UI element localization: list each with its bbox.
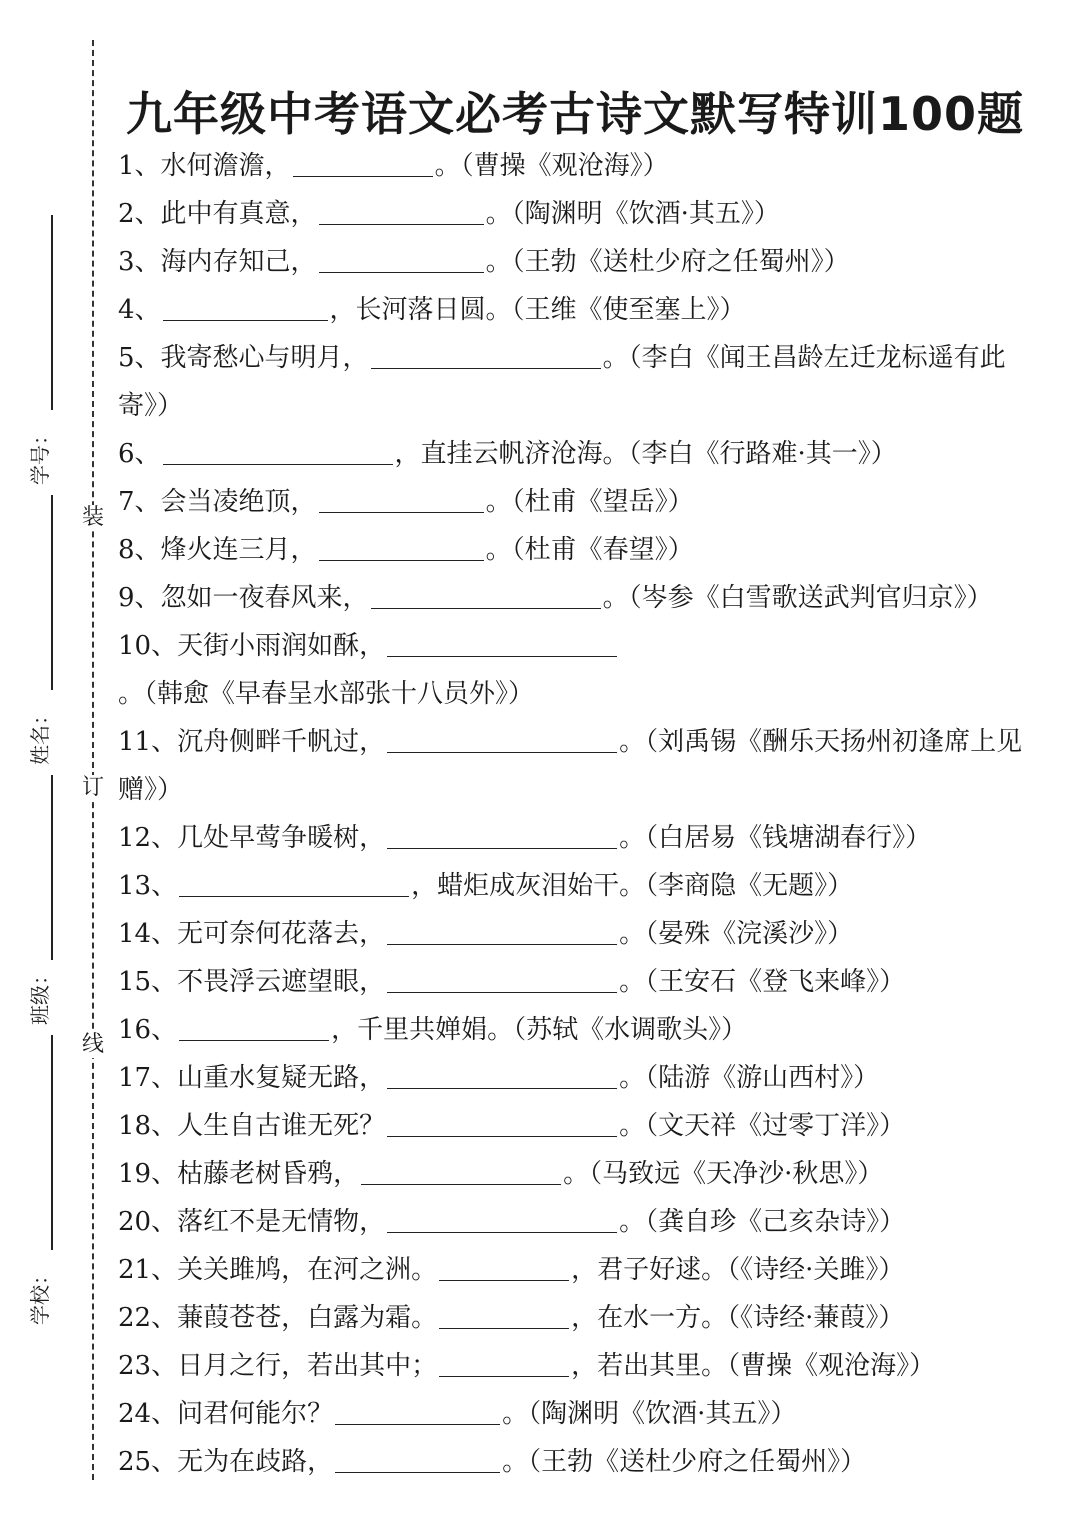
question-prompt: 此中有真意， bbox=[160, 199, 317, 229]
question-item bbox=[118, 1246, 1028, 1294]
question-source: 。（白居易《钱塘湖春行》） bbox=[619, 823, 932, 853]
answer-blank[interactable] bbox=[439, 1298, 569, 1329]
question-number: 18、 bbox=[118, 1111, 178, 1141]
question-source: 。（杜甫《望岳》） bbox=[485, 487, 694, 517]
question-prompt: 不畏浮云遮望眼， bbox=[177, 967, 386, 997]
answer-blank[interactable] bbox=[387, 722, 617, 753]
question-number: 17、 bbox=[118, 1063, 178, 1093]
answer-blank[interactable] bbox=[179, 1010, 329, 1041]
binding-char-xian: 线 bbox=[81, 1032, 104, 1057]
answer-blank[interactable] bbox=[319, 482, 484, 513]
question-item bbox=[118, 814, 1028, 862]
page-title: 九年级中考语文必考古诗文默写特训100题 bbox=[125, 87, 1025, 141]
question-item bbox=[118, 1438, 1028, 1486]
answer-blank[interactable] bbox=[371, 578, 601, 609]
answer-blank[interactable] bbox=[387, 962, 617, 993]
question-prompt: 几处早莺争暖树， bbox=[177, 823, 386, 853]
school-label: 学校： bbox=[28, 1265, 52, 1325]
answer-blank[interactable] bbox=[163, 290, 328, 321]
question-prompt: 日月之行，若出其中； bbox=[177, 1351, 438, 1381]
student-id-label: 学号： bbox=[28, 425, 52, 485]
question-source: ，长河落日圆。（王维《使至塞上》） bbox=[329, 295, 746, 325]
question-item bbox=[118, 238, 1028, 286]
question-prompt: 忽如一夜春风来， bbox=[160, 583, 369, 613]
question-number: 3、 bbox=[118, 247, 161, 277]
question-item bbox=[118, 190, 1028, 238]
answer-blank[interactable] bbox=[319, 242, 484, 273]
question-prompt: 我寄愁心与明月， bbox=[160, 343, 369, 373]
answer-blank[interactable] bbox=[387, 1202, 617, 1233]
binding-dashed-line bbox=[92, 40, 94, 1480]
question-number: 10、 bbox=[118, 631, 178, 661]
question-number: 1、 bbox=[118, 151, 161, 181]
question-item bbox=[118, 1150, 1028, 1198]
class-label: 班级： bbox=[28, 965, 52, 1025]
question-number: 15、 bbox=[118, 967, 178, 997]
question-source: ，蜡炬成灰泪始干。（李商隐《无题》） bbox=[411, 871, 854, 901]
question-number: 2、 bbox=[118, 199, 161, 229]
question-item bbox=[118, 958, 1028, 1006]
question-source: 。（曹操《观沧海》） bbox=[434, 151, 669, 181]
question-number: 9、 bbox=[118, 583, 161, 613]
question-source: 。（韩愈《早春呈水部张十八员外》） bbox=[118, 679, 535, 709]
question-prompt: 山重水复疑无路， bbox=[177, 1063, 386, 1093]
question-prompt: 无为在歧路， bbox=[177, 1447, 334, 1477]
question-number: 16、 bbox=[118, 1015, 178, 1045]
question-number: 12、 bbox=[118, 823, 178, 853]
answer-blank[interactable] bbox=[387, 1106, 617, 1137]
question-prompt: 枯藤老树昏鸦， bbox=[177, 1159, 360, 1189]
answer-blank[interactable] bbox=[319, 194, 484, 225]
question-item bbox=[118, 1054, 1028, 1102]
question-source: 。（杜甫《春望》） bbox=[485, 535, 694, 565]
question-number: 19、 bbox=[118, 1159, 178, 1189]
question-source: 。（王安石《登飞来峰》） bbox=[619, 967, 906, 997]
question-number: 8、 bbox=[118, 535, 161, 565]
answer-blank[interactable] bbox=[335, 1442, 500, 1473]
question-number: 6、 bbox=[118, 439, 161, 469]
question-item bbox=[118, 862, 1028, 910]
question-source: 。（文天祥《过零丁洋》） bbox=[619, 1111, 906, 1141]
answer-blank[interactable] bbox=[319, 530, 484, 561]
question-number: 11、 bbox=[118, 727, 178, 757]
question-source: 。（王勃《送杜少府之任蜀州》） bbox=[502, 1447, 867, 1477]
answer-blank[interactable] bbox=[335, 1394, 500, 1425]
question-source: 。（晏殊《浣溪沙》） bbox=[619, 919, 854, 949]
question-number: 5、 bbox=[118, 343, 161, 373]
question-item bbox=[118, 1342, 1028, 1390]
question-item bbox=[118, 142, 1028, 190]
question-item bbox=[118, 1006, 1028, 1054]
question-item bbox=[118, 430, 1028, 478]
question-number: 13、 bbox=[118, 871, 178, 901]
question-prompt: 落红不是无情物， bbox=[177, 1207, 386, 1237]
question-source: 。（马致远《天净沙·秋思》） bbox=[563, 1159, 884, 1189]
question-source: 。（李白《闻王昌龄左迁龙标遥有此寄》） bbox=[118, 343, 1006, 421]
question-source: ，在水一方。（《诗经·蒹葭》） bbox=[571, 1303, 905, 1333]
question-item bbox=[118, 622, 1028, 718]
question-number: 20、 bbox=[118, 1207, 178, 1237]
question-item bbox=[118, 526, 1028, 574]
answer-blank[interactable] bbox=[371, 338, 601, 369]
question-prompt: 沉舟侧畔千帆过， bbox=[177, 727, 386, 757]
answer-blank[interactable] bbox=[387, 818, 617, 849]
question-number: 21、 bbox=[118, 1255, 178, 1285]
question-prompt: 烽火连三月， bbox=[160, 535, 317, 565]
answer-blank[interactable] bbox=[163, 434, 393, 465]
question-number: 24、 bbox=[118, 1399, 178, 1429]
student-name-label: 姓名： bbox=[28, 705, 52, 765]
question-item bbox=[118, 910, 1028, 958]
question-source: ，直挂云帆济沧海。（李白《行路难·其一》） bbox=[394, 439, 897, 469]
answer-blank[interactable] bbox=[179, 866, 409, 897]
question-prompt: 无可奈何花落去， bbox=[177, 919, 386, 949]
question-source: ，君子好逑。（《诗经·关雎》） bbox=[571, 1255, 905, 1285]
question-prompt: 会当凌绝顶， bbox=[160, 487, 317, 517]
question-prompt: 水何澹澹， bbox=[160, 151, 291, 181]
binding-char-ding: 订 bbox=[81, 775, 104, 800]
question-number: 23、 bbox=[118, 1351, 178, 1381]
question-source: ，千里共婵娟。（苏轼《水调歌头》） bbox=[331, 1015, 748, 1045]
question-number: 7、 bbox=[118, 487, 161, 517]
answer-blank[interactable] bbox=[361, 1154, 561, 1185]
question-item bbox=[118, 1390, 1028, 1438]
binding-char-zhuang: 装 bbox=[81, 505, 104, 530]
question-list bbox=[118, 142, 1028, 1486]
question-source: 。（陶渊明《饮酒·其五》） bbox=[502, 1399, 797, 1429]
question-source: 。（刘禹锡《酬乐天扬州初逢席上见赠》） bbox=[118, 727, 1023, 805]
answer-blank[interactable] bbox=[439, 1346, 569, 1377]
question-number: 22、 bbox=[118, 1303, 178, 1333]
answer-blank[interactable] bbox=[293, 146, 433, 177]
question-item bbox=[118, 334, 1028, 430]
question-item bbox=[118, 1198, 1028, 1246]
question-source: 。（岑参《白雪歌送武判官归京》） bbox=[602, 583, 993, 613]
question-prompt: 天街小雨润如酥， bbox=[177, 631, 386, 661]
question-prompt: 问君何能尔？ bbox=[177, 1399, 334, 1429]
question-number: 14、 bbox=[118, 919, 178, 949]
question-prompt: 人生自古谁无死？ bbox=[177, 1111, 386, 1141]
question-prompt: 海内存知己， bbox=[160, 247, 317, 277]
question-prompt: 蒹葭苍苍，白露为霜。 bbox=[177, 1303, 438, 1333]
question-source: 。（陆游《游山西村》） bbox=[619, 1063, 880, 1093]
question-number: 4、 bbox=[118, 295, 161, 325]
answer-blank[interactable] bbox=[387, 914, 617, 945]
answer-blank[interactable] bbox=[387, 626, 617, 657]
question-item bbox=[118, 574, 1028, 622]
question-item bbox=[118, 1102, 1028, 1150]
question-number: 25、 bbox=[118, 1447, 178, 1477]
question-item bbox=[118, 478, 1028, 526]
question-item bbox=[118, 718, 1028, 814]
answer-blank[interactable] bbox=[387, 1058, 617, 1089]
question-source: 。（王勃《送杜少府之任蜀州》） bbox=[485, 247, 850, 277]
answer-blank[interactable] bbox=[439, 1250, 569, 1281]
question-item bbox=[118, 1294, 1028, 1342]
question-item bbox=[118, 286, 1028, 334]
question-source: 。（陶渊明《饮酒·其五》） bbox=[485, 199, 780, 229]
question-source: 。（龚自珍《己亥杂诗》） bbox=[619, 1207, 906, 1237]
question-source: ，若出其里。（曹操《观沧海》） bbox=[571, 1351, 936, 1381]
question-prompt: 关关雎鸠，在河之洲。 bbox=[177, 1255, 438, 1285]
